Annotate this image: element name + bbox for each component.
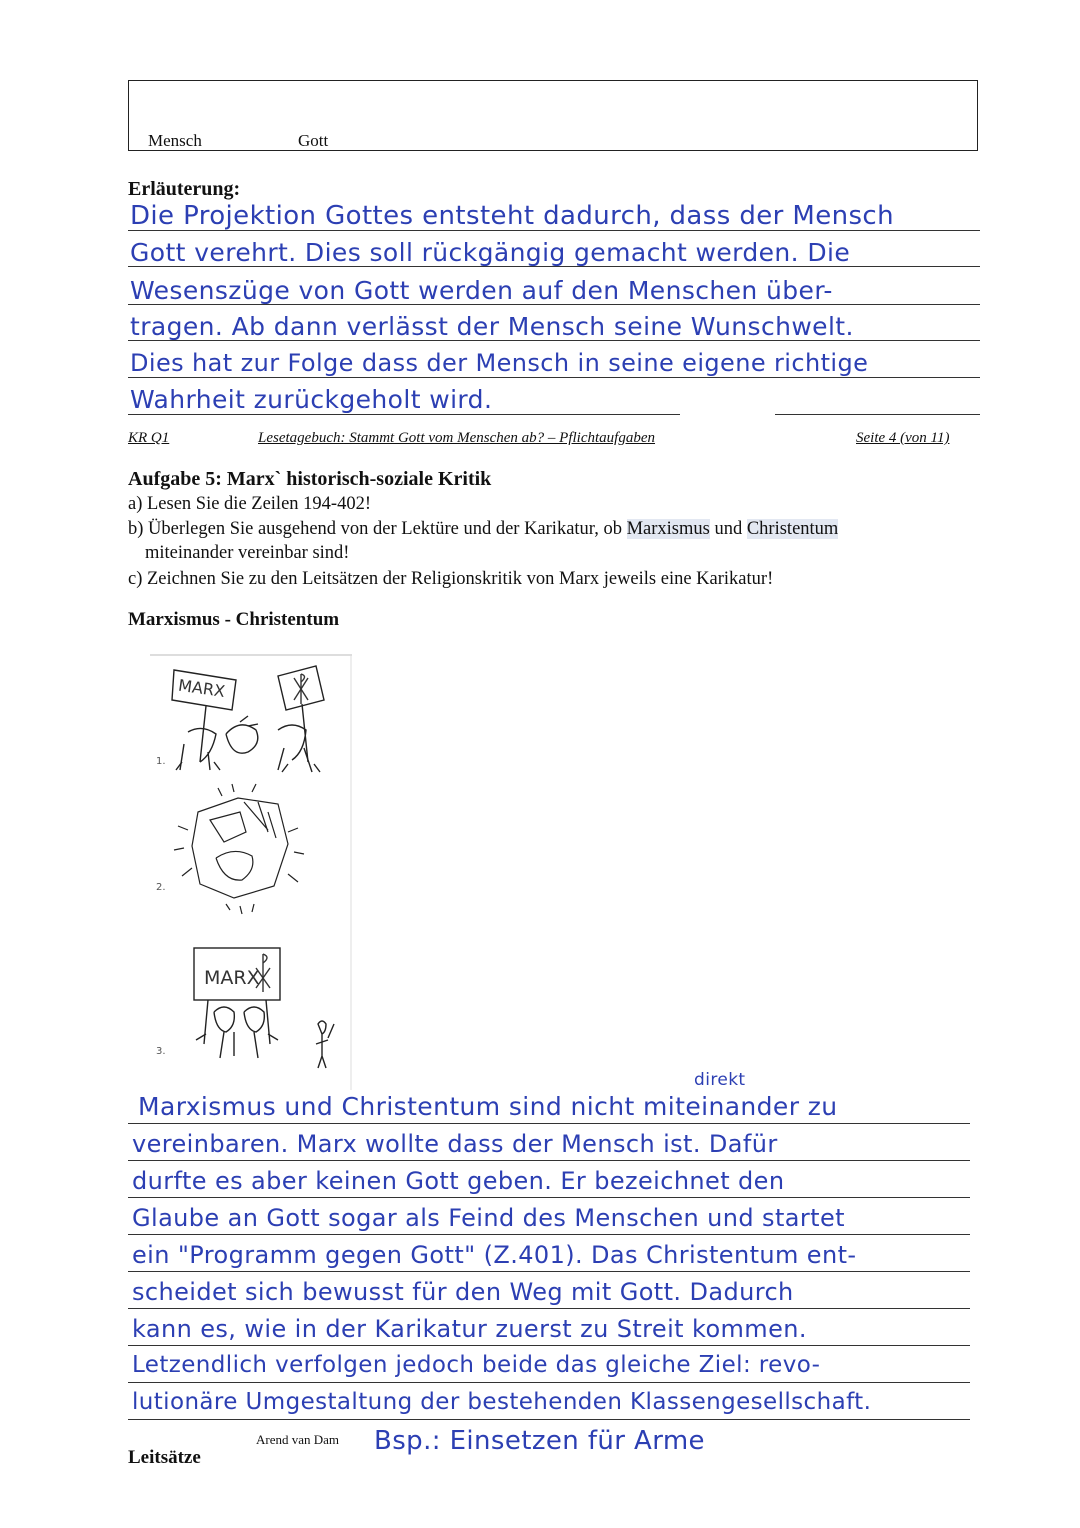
erl-line-5: Dies hat zur Folge dass der Mensch in seine eigene richtige <box>130 349 869 377</box>
task-a: a) Lesen Sie die Zeilen 194-402! <box>128 494 371 514</box>
task-b-christentum: Christentum <box>746 519 839 539</box>
leitsaetze-heading: Leitsätze <box>128 1447 201 1468</box>
answer-line-8: Letzendlich verfolgen jedoch beide das gleiche Ziel: revo- <box>132 1352 821 1378</box>
task-c: c) Zeichnen Sie zu den Leitsätzen der Religionskritik von Marx jeweils eine Karikatur! <box>128 569 774 589</box>
task-title: Aufgabe 5: Marx` historisch-soziale Kritik <box>128 468 492 490</box>
diagram-box <box>128 80 978 151</box>
task-b <box>128 519 838 540</box>
answer-line-10: Bsp.: Einsetzen für Arme <box>374 1426 705 1456</box>
box-label-gott: Gott <box>298 131 329 150</box>
answer-line-7: kann es, wie in der Karikatur zuerst zu Streit kommen. <box>132 1315 807 1343</box>
answer-line-1: Marxismus und Christentum sind nicht miteinander zu <box>138 1092 838 1121</box>
cartoon-credit: Arend van Dam <box>256 1432 340 1447</box>
task-b-prefix: b) Überlegen Sie ausgehend von der Lektüre und der Karikatur, ob <box>128 519 622 539</box>
erl-line-3: Wesenszüge von Gott werden auf den Menschen über- <box>130 276 833 305</box>
erl-line-4: tragen. Ab dann verlässt der Mensch seine Wunschwelt. <box>130 312 854 341</box>
answer-line-9: lutionäre Umgestaltung der bestehenden Klassengesellschaft. <box>132 1389 872 1415</box>
task-b-cont: miteinander vereinbar sind! <box>145 543 350 563</box>
erlaeuterung-heading: Erläuterung: <box>128 178 241 200</box>
panel3-number: 3. <box>156 1046 166 1057</box>
footer-page: Seite 4 (von 11) <box>856 430 950 446</box>
panel2-number: 2. <box>156 882 166 893</box>
answer-line-4: Glaube an Gott sogar als Feind des Menschen und startet <box>132 1204 845 1232</box>
footer-title: Lesetagebuch: Stammt Gott vom Menschen ab? – Pflichtaufgaben <box>258 430 656 446</box>
erl-line-2: Gott verehrt. Dies soll rückgängig gemacht werden. Die <box>130 238 851 267</box>
cartoon-drawing <box>148 652 354 1092</box>
panel1-number: 1. <box>156 756 166 767</box>
answer-line-6: scheidet sich bewusst für den Weg mit Gott. Dadurch <box>132 1278 794 1306</box>
footer-course: KR Q1 <box>128 430 170 446</box>
box-label-mensch: Mensch <box>148 131 202 150</box>
section-title: Marxismus - Christentum <box>128 609 340 630</box>
erl-line-6: Wahrheit zurückgeholt wird. <box>130 385 493 414</box>
answer-line-5: ein "Programm gegen Gott" (Z.401). Das Christentum ent- <box>132 1241 857 1269</box>
task-b-marxismus: Marxismus <box>626 519 710 539</box>
erl-line-1: Die Projektion Gottes entsteht dadurch, dass der Mensch <box>130 201 895 231</box>
answer-line-3: durfte es aber keinen Gott geben. Er bezeichnet den <box>132 1167 785 1195</box>
task-b-and: und <box>714 519 743 539</box>
panel1-sign-marx: MARX <box>177 675 227 701</box>
panel3-sign-marx: MARX <box>204 967 260 989</box>
cartoon <box>148 652 354 1092</box>
answer-insert-direkt: direkt <box>694 1070 746 1090</box>
answer-line-2: vereinbaren. Marx wollte dass der Mensch ist. Dafür <box>132 1130 778 1158</box>
